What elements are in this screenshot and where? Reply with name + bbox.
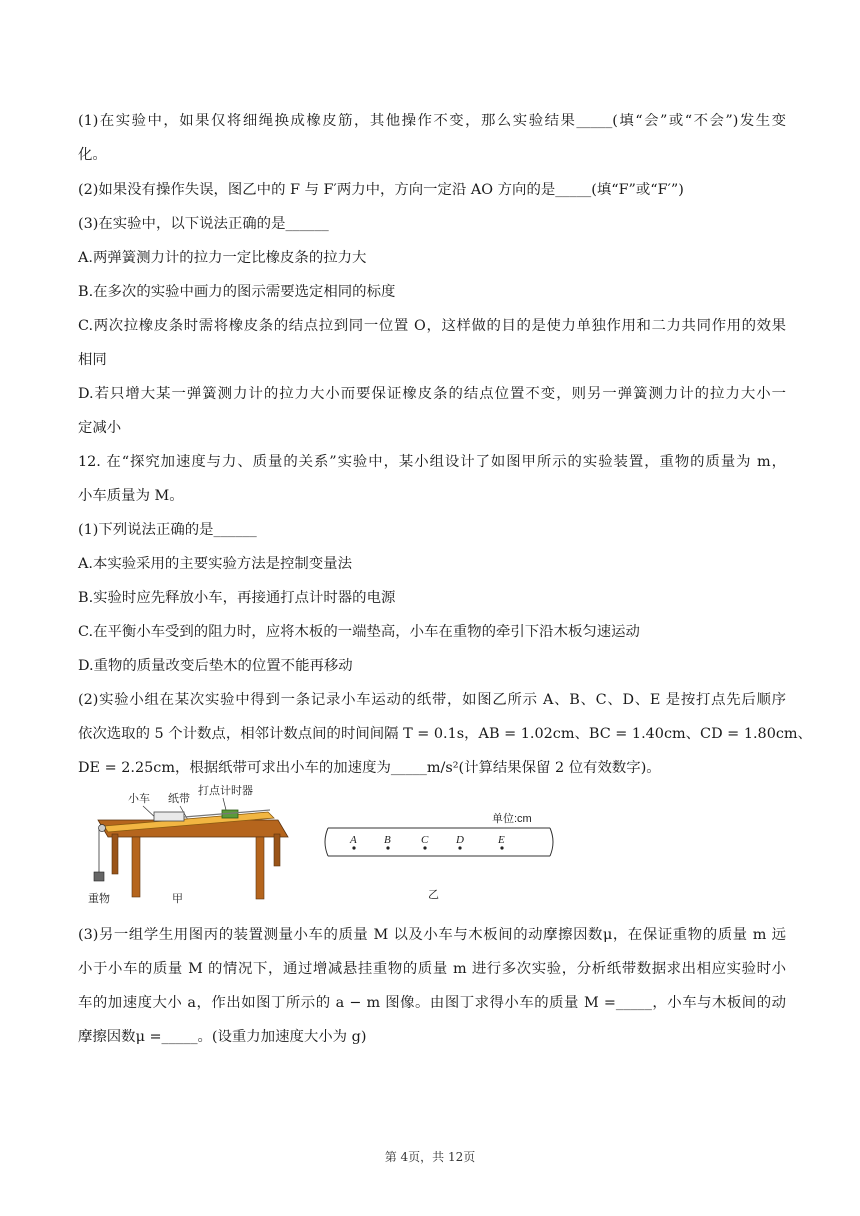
label-tape: 纸带	[168, 793, 190, 805]
text-line-7: C.两次拉橡皮条时需将橡皮条的结点拉到同一位置 O，这样做的目的是使力单独作用和二力共同作用的效果	[78, 318, 786, 334]
text-line-10: 定减小	[78, 420, 122, 436]
text-line-17: D.重物的质量改变后垫木的位置不能再移动	[78, 658, 353, 674]
tape-point-label-A: A	[350, 834, 357, 846]
experiment-figure	[88, 782, 568, 912]
tape-dot-B	[386, 846, 389, 849]
text-line-9: D.若只增大某一弹簧测力计的拉力大小而要保证橡皮条的结点位置不变，则另一弹簧测力计的拉力大小一	[78, 386, 786, 402]
text-line-5: A.两弹簧测力计的拉力一定比橡皮条的拉力大	[78, 250, 367, 266]
tape-points	[349, 834, 505, 850]
text-line-2: 化。	[78, 147, 107, 163]
tape-dot-A	[352, 846, 355, 849]
text-line-22: 小于小车的质量 M 的情况下，通过增减悬挂重物的质量 m 进行多次实验，分析纸带数据求出相应实验时小	[78, 961, 786, 977]
text-line-15: B.实验时应先释放小车，再接通打点计时器的电源	[78, 590, 396, 606]
tape-point-label-C: C	[421, 834, 429, 846]
tape-dot-C	[423, 846, 426, 849]
tape-point-label-B: B	[384, 834, 391, 846]
tape-dot-E	[500, 846, 503, 849]
text-line-14: A.本实验采用的主要实验方法是控制变量法	[78, 556, 352, 572]
tape-dot-D	[458, 846, 461, 849]
text-line-13: (1)下列说法正确的是______	[78, 522, 257, 538]
weight-shape	[94, 872, 104, 881]
text-line-23: 车的加速度大小 a，作出如图丁所示的 a − m 图像。由图丁求得小车的质量 M =_____，小车与木板间的动	[78, 995, 786, 1011]
label-timer: 打点计时器	[198, 785, 253, 797]
text-line-18: (2)实验小组在某次实验中得到一条记录小车运动的纸带，如图乙所示 A、B、C、D、E 是按打点先后顺序	[78, 692, 786, 708]
label-jia: 甲	[172, 893, 183, 905]
label-car: 小车	[128, 793, 150, 805]
text-line-19: 依次选取的 5 个计数点，相邻计数点间的时间间隔 T = 0.1s，AB = 1.02cm、BC = 1.40cm、CD = 1.80cm、	[78, 726, 812, 742]
label-yi: 乙	[428, 889, 439, 901]
question-12-line-1: 12. 在“探究加速度与力、质量的关系”实验中，某小组设计了如图甲所示的实验装置，重物的质量为 m，	[78, 454, 786, 470]
car-shape	[154, 812, 184, 821]
text-line-24: 摩擦因数μ =_____。(设重力加速度大小为 g)	[78, 1029, 367, 1045]
text-line-6: B.在多次的实验中画力的图示需要选定相同的标度	[78, 284, 396, 300]
question-12-line-2: 小车质量为 M。	[78, 488, 184, 504]
tape-point-label-D: D	[456, 834, 464, 846]
label-weight: 重物	[88, 893, 110, 905]
text-line-4: (3)在实验中，以下说法正确的是______	[78, 216, 329, 232]
page-footer: 第 4页，共 12页	[384, 1150, 476, 1164]
text-line-21: (3)另一组学生用图丙的装置测量小车的质量 M 以及小车与木板间的动摩擦因数μ，在保证重物的质量 m 远	[78, 927, 786, 943]
label-unit: 单位:cm	[492, 813, 532, 825]
tape-point-label-E: E	[498, 834, 505, 846]
text-line-20: DE = 2.25cm，根据纸带可求出小车的加速度为_____m/s²(计算结果保留 2 位有效数字)。	[78, 760, 661, 776]
text-line-16: C.在平衡小车受到的阻力时，应将木板的一端垫高，小车在重物的牵引下沿木板匀速运动	[78, 624, 640, 640]
text-line-1: (1)在实验中，如果仅将细绳换成橡皮筋，其他操作不变，那么实验结果_____(填“会”或“不会”)发生变	[78, 113, 786, 129]
text-line-8: 相同	[78, 352, 107, 368]
text-line-3: (2)如果没有操作失误，图乙中的 F 与 F′两力中，方向一定沿 AO 方向的是_____(填“F”或“F′”)	[78, 182, 684, 198]
